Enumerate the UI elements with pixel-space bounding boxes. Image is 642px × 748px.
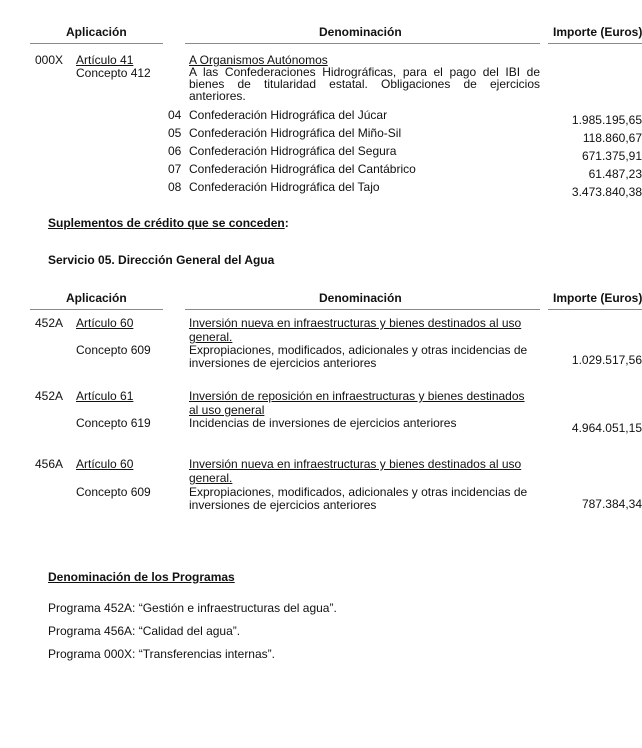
header-aplicacion: Aplicación [66, 291, 127, 305]
concepto-label: Concepto 609 [76, 485, 151, 499]
program-item: Programa 452A: “Gestión e infraestructuras del agua”. [48, 601, 337, 615]
entry-title-line2: al uso general [189, 403, 265, 417]
row-name: Confederación Hidrográfica del Tajo [189, 180, 380, 194]
row-amount: 118.860,67 [582, 131, 642, 145]
entry-title-line1: Inversión nueva en infraestructuras y bienes destinados al uso [189, 457, 522, 471]
row-amount: 61.487,23 [588, 167, 642, 181]
programa-code: 452A [35, 316, 64, 330]
concepto-label: Concepto 609 [76, 343, 151, 357]
row-code: 06 [168, 144, 182, 158]
program-item: Programa 000X: “Transferencias internas”. [48, 647, 275, 661]
entry-title-line1: Inversión de reposición en infraestructuras y bienes destinados [189, 389, 525, 403]
row-name: Confederación Hidrográfica del Segura [189, 144, 397, 158]
row-name: Confederación Hidrográfica del Miño-Sil [189, 126, 402, 140]
header-rule-denominacion [185, 43, 540, 44]
entry-amount: 1.029.517,56 [571, 353, 642, 367]
articulo-label: Artículo 60 [76, 316, 134, 330]
concepto-label: Concepto 412 [76, 66, 151, 80]
section-title-text: Suplementos de crédito que se conceden [48, 216, 285, 230]
entry-amount: 4.964.051,15 [571, 421, 642, 435]
programa-code: 000X [35, 53, 64, 67]
concepto-label: Concepto 619 [76, 416, 151, 430]
entry-desc-line1: Incidencias de inversiones de ejercicios anteriores [189, 416, 457, 430]
row-amount: 1.985.195,65 [571, 113, 642, 127]
row-amount: 671.375,91 [581, 149, 642, 163]
entry-title-line2: general. [189, 471, 233, 485]
row-code: 08 [168, 180, 182, 194]
entry-desc-line1: Expropiaciones, modificados, adicionales y otras incidencias de [189, 485, 528, 499]
header-denominacion: Denominación [319, 291, 402, 305]
header-denominacion: Denominación [319, 25, 402, 39]
programs-title: Denominación de los Programas [48, 570, 235, 584]
header-rule-denominacion [185, 309, 540, 310]
row-code: 07 [168, 162, 182, 176]
row-code: 05 [168, 126, 182, 140]
group-description: A las Confederaciones Hidrográficas, para el pago del IBI de bienes de titularidad estatal. Obligaciones de ejercicios anteriores. [189, 65, 540, 103]
header-rule-importe [548, 309, 642, 310]
entry-title-line2: general. [189, 330, 233, 344]
entry-desc-line2: inversiones de ejercicios anteriores [189, 498, 377, 512]
header-rule-aplicacion [30, 43, 163, 44]
header-importe: Importe (Euros) [553, 25, 642, 39]
articulo-label: Artículo 60 [76, 457, 134, 471]
row-name: Confederación Hidrográfica del Cantábrico [189, 162, 416, 176]
header-rule-aplicacion [30, 309, 163, 310]
section-title [48, 216, 289, 230]
entry-desc-line2: inversiones de ejercicios anteriores [189, 356, 377, 370]
header-importe: Importe (Euros) [553, 291, 642, 305]
row-amount: 3.473.840,38 [571, 185, 642, 199]
header-aplicacion: Aplicación [66, 25, 127, 39]
articulo-label: Artículo 61 [76, 389, 134, 403]
programa-code: 452A [35, 389, 64, 403]
entry-desc-line1: Expropiaciones, modificados, adicionales y otras incidencias de [189, 343, 528, 357]
entry-title-line1: Inversión nueva en infraestructuras y bienes destinados al uso [189, 316, 522, 330]
program-item: Programa 456A: “Calidad del agua”. [48, 624, 241, 638]
section-title-colon: : [284, 216, 289, 230]
entry-amount: 787.384,34 [581, 497, 642, 511]
articulo-label: Artículo 41 [76, 53, 134, 67]
header-rule-importe [548, 43, 642, 44]
row-code: 04 [168, 108, 182, 122]
programa-code: 456A [35, 457, 64, 471]
row-name: Confederación Hidrográfica del Júcar [189, 108, 388, 122]
group-title: A Organismos Autónomos [189, 53, 328, 67]
service-title: Servicio 05. Dirección General del Agua [48, 253, 275, 267]
